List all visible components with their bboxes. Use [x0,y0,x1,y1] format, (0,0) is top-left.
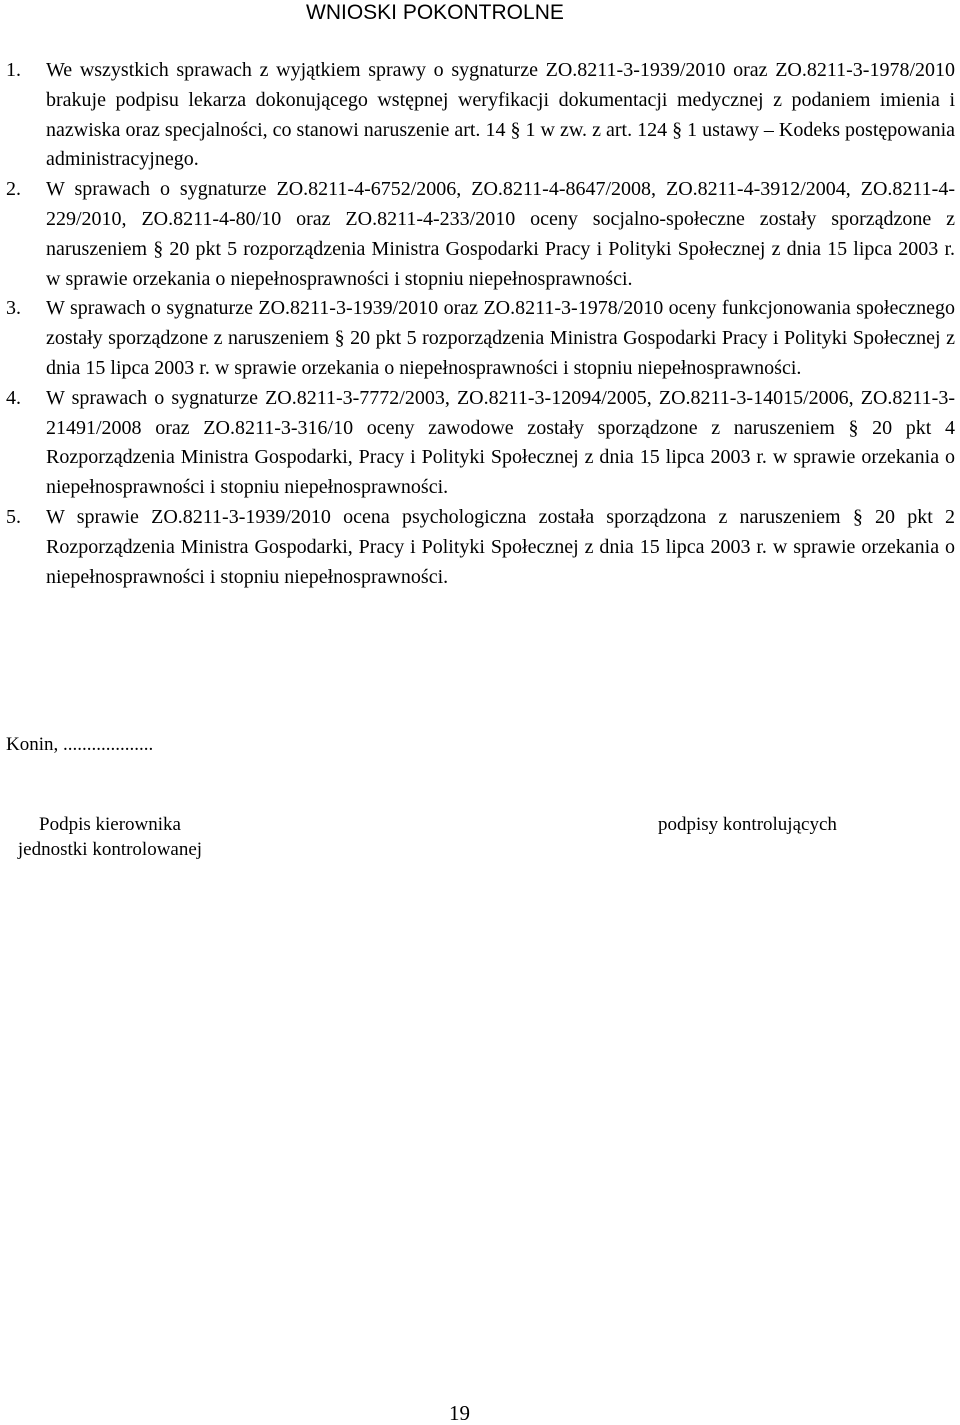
page-number: 19 [449,1401,470,1425]
conclusion-text: W sprawach o sygnaturze ZO.8211-4-6752/2006, ZO.8211-4-8647/2008, ZO.8211-4-3912/2004, ZO.8211-4-229/2010, ZO.8211-4-80/10 oraz ZO.8211-4-233/2010 oceny socjalno-społeczne zostały sporządzone z naruszeniem § 20 pkt 5 rozporządzenia Ministra Gospodarki Pracy i Polityki Społecznej z dnia 15 lipca 2003 r. w sprawie orzekania o niepełnosprawności i stopniu niepełnosprawności. [46,178,955,290]
conclusions-list [0,56,955,592]
conclusion-item [0,175,955,294]
conclusion-number: 2. [6,178,21,201]
document-heading: WNIOSKI POKONTROLNE [306,1,564,24]
conclusion-number: 3. [6,297,21,320]
signature-label-line-1: Podpis kierownika [39,814,181,835]
conclusion-item [0,503,955,592]
signature-inspectors: podpisy kontrolujących [658,814,837,835]
conclusion-number: 4. [6,386,21,409]
conclusion-text: W sprawach o sygnaturze ZO.8211-3-7772/2003, ZO.8211-3-12094/2005, ZO.8211-3-14015/2006, ZO.8211-3-21491/2008 oraz ZO.8211-3-316/10 oceny zawodowe zostały sporządzone z naruszeniem § 20 pkt 4 Rozporządzenia Ministra Gospodarki, Pracy i Polityki Społecznej z dnia 15 lipca 2003 r. w sprawie orzekania o niepełnosprawności i stopniu niepełnosprawności. [46,386,955,499]
conclusion-item [0,56,955,175]
conclusion-text: W sprawach o sygnaturze ZO.8211-3-1939/2010 oraz ZO.8211-3-1978/2010 oceny funkcjonowania społecznego zostały sporządzone z naruszeniem § 20 pkt 5 rozporządzenia Ministra Gospodarki Pracy i Polityki Społecznej z dnia 15 lipca 2003 r. w sprawie orzekania o niepełnosprawności i stopniu niepełnosprawności. [46,297,955,379]
conclusion-number: 1. [6,59,21,81]
place-date-line: Konin, ................... [6,734,154,755]
signature-label-line-2: jednostki kontrolowanej [17,839,203,860]
conclusion-item [0,294,955,383]
conclusion-text: We wszystkich sprawach z wyjątkiem sprawy o sygnaturze ZO.8211-3-1939/2010 oraz ZO.8211-3-1978/2010 brakuje podpisu lekarza dokonującego wstępnej weryfikacji dokumentacji medycznej z podaniem imienia i nazwiska oraz specjalności, co stanowi naruszenie art. 14 § 1 w zw. z art. 124 § 1 ustawy – Kodeks postępowania administracyjnego. [46,59,955,171]
signature-head-of-unit [4,812,216,862]
conclusion-number: 5. [6,505,21,528]
conclusion-item [0,384,955,503]
conclusion-text: W sprawie ZO.8211-3-1939/2010 ocena psychologiczna została sporządzona z naruszeniem § 20 pkt 2 Rozporządzenia Ministra Gospodarki, Pracy i Polityki Społecznej z dnia 15 lipca 2003 r. w sprawie orzekania o niepełnosprawności i stopniu niepełnosprawności. [46,505,955,588]
